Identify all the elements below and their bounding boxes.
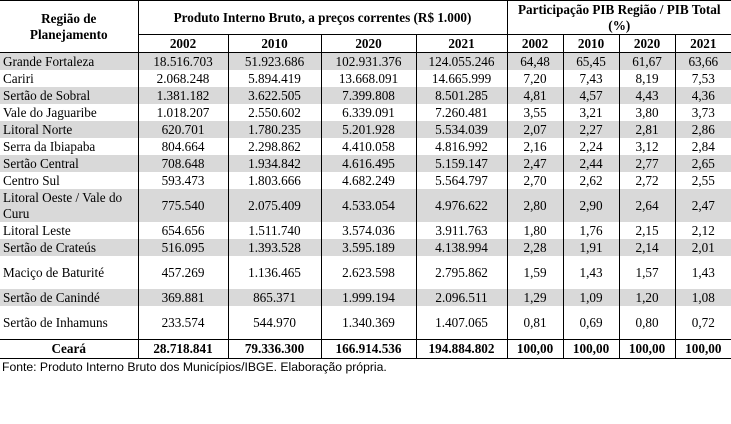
pib-cell: 3.622.505 xyxy=(228,87,321,104)
table-row xyxy=(0,222,731,239)
total-pib-cell: 166.914.536 xyxy=(321,340,416,359)
region-name-cell: Maciço de Baturité xyxy=(0,256,138,289)
pib-cell: 4.138.994 xyxy=(416,239,507,256)
participation-cell: 0,69 xyxy=(563,306,619,340)
table-footer xyxy=(0,340,731,359)
pib-cell: 1.407.065 xyxy=(416,306,507,340)
total-participation-cell: 100,00 xyxy=(563,340,619,359)
pib-cell: 2.068.248 xyxy=(138,70,228,87)
pib-cell: 5.894.419 xyxy=(228,70,321,87)
pib-cell: 2.795.862 xyxy=(416,256,507,289)
total-participation-cell: 100,00 xyxy=(619,340,675,359)
participation-cell: 7,43 xyxy=(563,70,619,87)
region-name-cell: Litoral Leste xyxy=(0,222,138,239)
total-pib-cell: 28.718.841 xyxy=(138,340,228,359)
total-participation-cell: 100,00 xyxy=(507,340,563,359)
pib-cell: 5.201.928 xyxy=(321,121,416,138)
pib-cell: 233.574 xyxy=(138,306,228,340)
pib-cell: 544.970 xyxy=(228,306,321,340)
pib-cell: 516.095 xyxy=(138,239,228,256)
pib-cell: 4.682.249 xyxy=(321,172,416,189)
pib-cell: 4.976.622 xyxy=(416,189,507,222)
pib-cell: 804.664 xyxy=(138,138,228,155)
pib-cell: 2.075.409 xyxy=(228,189,321,222)
participation-cell: 2,07 xyxy=(507,121,563,138)
pib-cell: 4.616.495 xyxy=(321,155,416,172)
participation-cell: 2,86 xyxy=(675,121,731,138)
pib-cell: 5.159.147 xyxy=(416,155,507,172)
pib-cell: 3.595.189 xyxy=(321,239,416,256)
participation-year-header: 2002 xyxy=(507,35,563,53)
participation-cell: 3,12 xyxy=(619,138,675,155)
pib-cell: 593.473 xyxy=(138,172,228,189)
pib-cell: 5.534.039 xyxy=(416,121,507,138)
participation-cell: 2,65 xyxy=(675,155,731,172)
participation-cell: 2,28 xyxy=(507,239,563,256)
region-name-cell: Sertão de Inhamuns xyxy=(0,306,138,340)
pib-cell: 1.393.528 xyxy=(228,239,321,256)
table-row xyxy=(0,70,731,87)
pib-cell: 1.018.207 xyxy=(138,104,228,121)
participation-cell: 4,43 xyxy=(619,87,675,104)
participation-cell: 2,62 xyxy=(563,172,619,189)
pib-cell: 620.701 xyxy=(138,121,228,138)
pib-cell: 2.550.602 xyxy=(228,104,321,121)
participation-cell: 1,20 xyxy=(619,289,675,306)
participation-cell: 1,09 xyxy=(563,289,619,306)
participation-cell: 3,80 xyxy=(619,104,675,121)
pib-cell: 2.623.598 xyxy=(321,256,416,289)
participation-cell: 4,81 xyxy=(507,87,563,104)
participation-cell: 2,47 xyxy=(675,189,731,222)
participation-cell: 2,90 xyxy=(563,189,619,222)
pib-cell: 369.881 xyxy=(138,289,228,306)
table-row xyxy=(0,121,731,138)
pib-cell: 14.665.999 xyxy=(416,70,507,87)
pib-cell: 1.511.740 xyxy=(228,222,321,239)
participation-year-header: 2010 xyxy=(563,35,619,53)
participation-cell: 2,15 xyxy=(619,222,675,239)
pib-cell: 102.931.376 xyxy=(321,53,416,71)
participation-cell: 2,55 xyxy=(691,172,715,188)
region-name-cell: Sertão de Sobral xyxy=(0,87,138,104)
region-name-cell: Sertão Central xyxy=(0,155,138,172)
participation-cell: 7,20 xyxy=(507,70,563,87)
region-name-cell: Serra da Ibiapaba xyxy=(0,138,138,155)
participation-cell: 1,57 xyxy=(619,256,675,289)
region-name-cell: Sertão de Canindé xyxy=(0,289,138,306)
participation-cell: 2,14 xyxy=(619,239,675,256)
table-row xyxy=(0,138,731,155)
pib-cell: 8.501.285 xyxy=(416,87,507,104)
participation-cell: 0,80 xyxy=(619,306,675,340)
participation-cell: 2,47 xyxy=(507,155,563,172)
table-row xyxy=(0,189,731,222)
table-row xyxy=(0,155,731,172)
participation-cell: 2,12 xyxy=(691,222,715,238)
pib-cell: 5.564.797 xyxy=(416,172,507,189)
participation-cell: 1,43 xyxy=(563,256,619,289)
table-header xyxy=(0,1,731,53)
pib-cell: 4.410.058 xyxy=(321,138,416,155)
participation-cell: 2,16 xyxy=(507,138,563,155)
pib-cell: 6.339.091 xyxy=(321,104,416,121)
participation-year-header: 2020 xyxy=(619,35,675,53)
participation-cell: 1,59 xyxy=(507,256,563,289)
participation-cell: 1,29 xyxy=(507,289,563,306)
participation-group-header: Participação PIB Região / PIB Total (%) xyxy=(507,1,731,35)
pib-group-header: Produto Interno Bruto, a preços correntes (R$ 1.000) xyxy=(138,1,507,35)
pib-year-header: 2020 xyxy=(321,35,416,53)
participation-cell: 64,48 xyxy=(507,53,563,71)
participation-cell: 65,45 xyxy=(563,53,619,71)
region-name-cell: Litoral Norte xyxy=(0,121,138,138)
participation-cell: 1,08 xyxy=(675,289,731,306)
table-row xyxy=(0,104,731,121)
pib-cell: 2.298.862 xyxy=(228,138,321,155)
pib-cell: 3.911.763 xyxy=(416,222,507,239)
participation-cell: 8,19 xyxy=(619,70,675,87)
pib-cell: 18.516.703 xyxy=(138,53,228,71)
pib-year-header: 2010 xyxy=(228,35,321,53)
pib-cell: 708.648 xyxy=(138,155,228,172)
pib-cell: 775.540 xyxy=(138,189,228,222)
total-participation-cell: 100,00 xyxy=(675,340,731,359)
participation-cell: 7,53 xyxy=(691,70,715,86)
pib-cell: 124.055.246 xyxy=(416,53,507,71)
region-name-cell: Sertão de Crateús xyxy=(0,239,138,256)
participation-cell: 2,64 xyxy=(619,189,675,222)
participation-cell: 0,72 xyxy=(691,314,715,330)
region-name-cell: Grande Fortaleza xyxy=(0,53,138,71)
pib-cell: 3.574.036 xyxy=(321,222,416,239)
pib-cell: 1.803.666 xyxy=(228,172,321,189)
participation-cell: 2,77 xyxy=(619,155,675,172)
region-name-cell: Centro Sul xyxy=(0,172,138,189)
participation-cell: 1,43 xyxy=(691,264,715,280)
pib-cell: 4.816.992 xyxy=(416,138,507,155)
table-row xyxy=(0,289,731,306)
table-row xyxy=(0,53,731,71)
region-name-cell: Cariri xyxy=(0,70,138,87)
participation-cell: 2,72 xyxy=(619,172,675,189)
pib-year-header: 2002 xyxy=(138,35,228,53)
region-name-cell: Vale do Jaguaribe xyxy=(0,104,138,121)
pib-cell: 7.260.481 xyxy=(416,104,507,121)
pib-cell: 1.780.235 xyxy=(228,121,321,138)
pib-cell: 1.136.465 xyxy=(228,256,321,289)
pib-cell: 1.381.182 xyxy=(138,87,228,104)
table-body xyxy=(0,53,731,340)
pib-cell: 1.934.842 xyxy=(228,155,321,172)
pib-cell: 2.096.511 xyxy=(416,289,507,306)
participation-cell: 63,66 xyxy=(675,53,731,71)
total-label: Ceará xyxy=(0,340,138,359)
table-row xyxy=(0,306,731,340)
participation-cell: 3,21 xyxy=(563,104,619,121)
table-row xyxy=(0,256,731,289)
participation-cell: 3,73 xyxy=(691,104,715,120)
participation-cell: 1,76 xyxy=(563,222,619,239)
participation-cell: 1,91 xyxy=(563,239,619,256)
participation-year-header: 2021 xyxy=(675,35,731,53)
pib-cell: 1.340.369 xyxy=(321,306,416,340)
participation-cell: 2,80 xyxy=(507,189,563,222)
table-row xyxy=(0,239,731,256)
participation-cell: 2,81 xyxy=(619,121,675,138)
pib-cell: 51.923.686 xyxy=(228,53,321,71)
pib-cell: 7.399.808 xyxy=(321,87,416,104)
participation-cell: 2,01 xyxy=(675,239,731,256)
pib-cell: 457.269 xyxy=(138,256,228,289)
pib-year-header: 2021 xyxy=(416,35,507,53)
participation-cell: 4,57 xyxy=(563,87,619,104)
participation-cell: 2,44 xyxy=(563,155,619,172)
participation-cell: 1,80 xyxy=(507,222,563,239)
participation-cell: 2,24 xyxy=(563,138,619,155)
pib-cell: 1.999.194 xyxy=(321,289,416,306)
participation-cell: 3,55 xyxy=(507,104,563,121)
source-note: Fonte: Produto Interno Bruto dos Municípios/IBGE. Elaboração própria. xyxy=(2,360,387,374)
pib-cell: 865.371 xyxy=(228,289,321,306)
region-name-cell: Litoral Oeste / Vale do Curu xyxy=(0,189,138,222)
region-column-header: Região de Planejamento xyxy=(0,1,138,53)
participation-cell: 2,84 xyxy=(691,138,715,154)
pib-cell: 4.533.054 xyxy=(321,189,416,222)
pib-cell: 654.656 xyxy=(138,222,228,239)
participation-cell: 0,81 xyxy=(507,306,563,340)
participation-cell: 61,67 xyxy=(619,53,675,71)
pib-cell: 13.668.091 xyxy=(321,70,416,87)
total-pib-cell: 194.884.802 xyxy=(416,340,507,359)
participation-cell: 2,70 xyxy=(507,172,563,189)
table-row xyxy=(0,172,731,189)
total-pib-cell: 79.336.300 xyxy=(228,340,321,359)
participation-cell: 4,36 xyxy=(675,87,731,104)
table-row xyxy=(0,87,731,104)
participation-cell: 2,27 xyxy=(563,121,619,138)
total-row xyxy=(0,340,731,359)
